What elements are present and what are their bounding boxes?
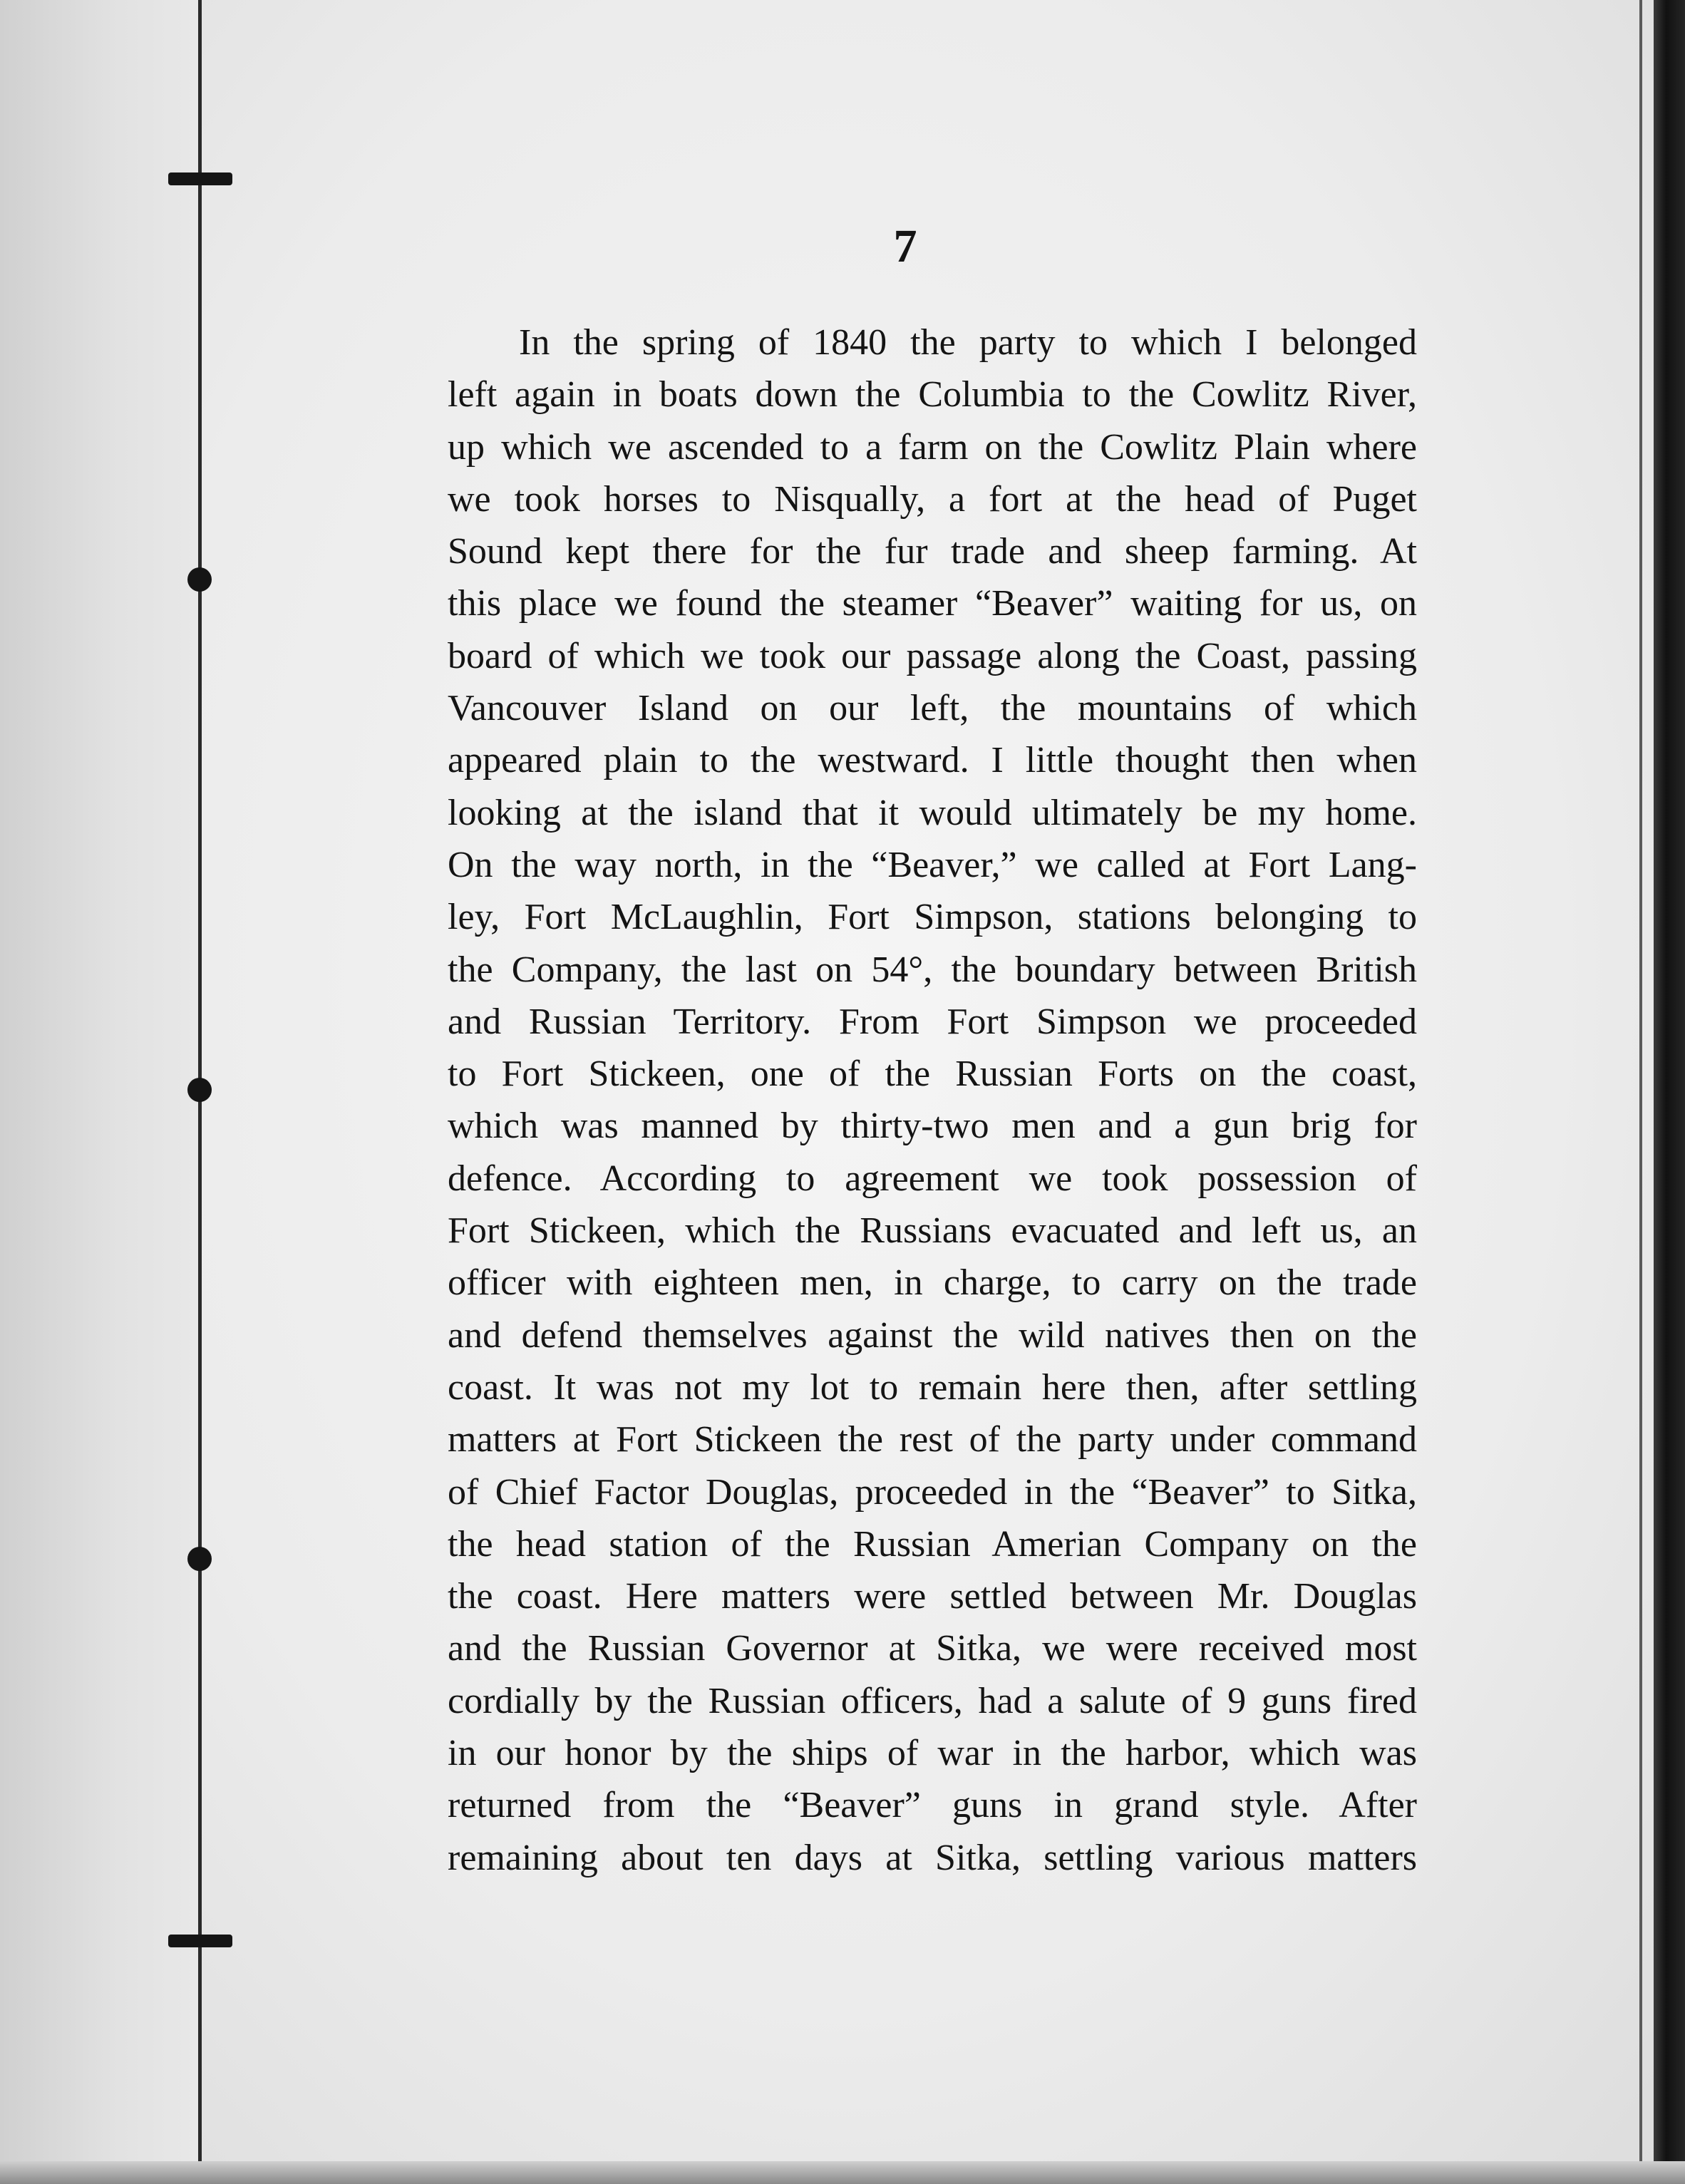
text-line: returned from the “Beaver” guns in grand style. After — [448, 1785, 1417, 1826]
text-line: left again in boats down the Columbia to the Cowlitz River, — [448, 374, 1417, 416]
text-line: In the spring of 1840 the party to which I belonged — [519, 322, 1417, 363]
text-line: the Company, the last on 54°, the boundary between British — [448, 949, 1417, 990]
text-line: remaining about ten days at Sitka, settling various matters — [448, 1837, 1417, 1878]
text-line: and defend themselves against the wild natives then on the — [448, 1314, 1417, 1356]
text-line: cordially by the Russian officers, had a salute of 9 guns fired — [448, 1680, 1417, 1721]
book-bottom-edge — [0, 2161, 1685, 2184]
text-line: defence. According to agreement we took possession of — [448, 1158, 1417, 1199]
body-text — [448, 316, 1417, 1884]
binding-stitch — [168, 172, 232, 185]
text-line: ley, Fort McLaughlin, Fort Simpson, stations belonging to — [448, 897, 1417, 938]
book-right-edge — [1654, 0, 1685, 2184]
text-line: appeared plain to the westward. I little thought then when — [448, 740, 1417, 781]
binding-stitch — [187, 567, 212, 592]
text-line: of Chief Factor Douglas, proceeded in the “Beaver” to Sitka, — [448, 1471, 1417, 1513]
text-line: coast. It was not my lot to remain here then, after settling — [448, 1366, 1417, 1408]
text-line: the coast. Here matters were settled between Mr. Douglas — [448, 1576, 1417, 1617]
binding-stitch — [168, 1935, 232, 1947]
text-line: officer with eighteen men, in charge, to carry on the trade — [448, 1262, 1417, 1304]
binding-stitch — [187, 1547, 212, 1571]
page-number: 7 — [893, 220, 917, 272]
text-line: Fort Stickeen, which the Russians evacuated and left us, an — [448, 1210, 1417, 1252]
text-line: On the way north, in the “Beaver,” we called at Fort Lang- — [448, 844, 1417, 885]
page-edge-line — [1639, 0, 1642, 2184]
text-line: to Fort Stickeen, one of the Russian Forts on the coast, — [448, 1054, 1417, 1095]
text-line: Vancouver Island on our left, the mountains of which — [448, 688, 1417, 729]
binding-gutter — [0, 0, 198, 2184]
text-line: and Russian Territory. From Fort Simpson we proceeded — [448, 1001, 1417, 1042]
text-line: the head station of the Russian Amerian Company on the — [448, 1523, 1417, 1565]
text-line: Sound kept there for the fur trade and sheep farming. At — [448, 531, 1417, 572]
text-line: this place we found the steamer “Beaver” waiting for us, on — [448, 583, 1417, 624]
text-line: we took horses to Nisqually, a fort at the head of Puget — [448, 478, 1417, 520]
binding-stitch — [187, 1078, 212, 1102]
text-line: matters at Fort Stickeen the rest of the party under command — [448, 1419, 1417, 1461]
text-line: which was manned by thirty-two men and a gun brig for — [448, 1106, 1417, 1147]
text-line: in our honor by the ships of war in the harbor, which was — [448, 1733, 1417, 1774]
text-line: up which we ascended to a farm on the Cowlitz Plain where — [448, 426, 1417, 468]
text-line: looking at the island that it would ultimately be my home. — [448, 792, 1417, 833]
text-line: board of which we took our passage along the Coast, passing — [448, 635, 1417, 676]
text-line: and the Russian Governor at Sitka, we were received most — [448, 1628, 1417, 1669]
